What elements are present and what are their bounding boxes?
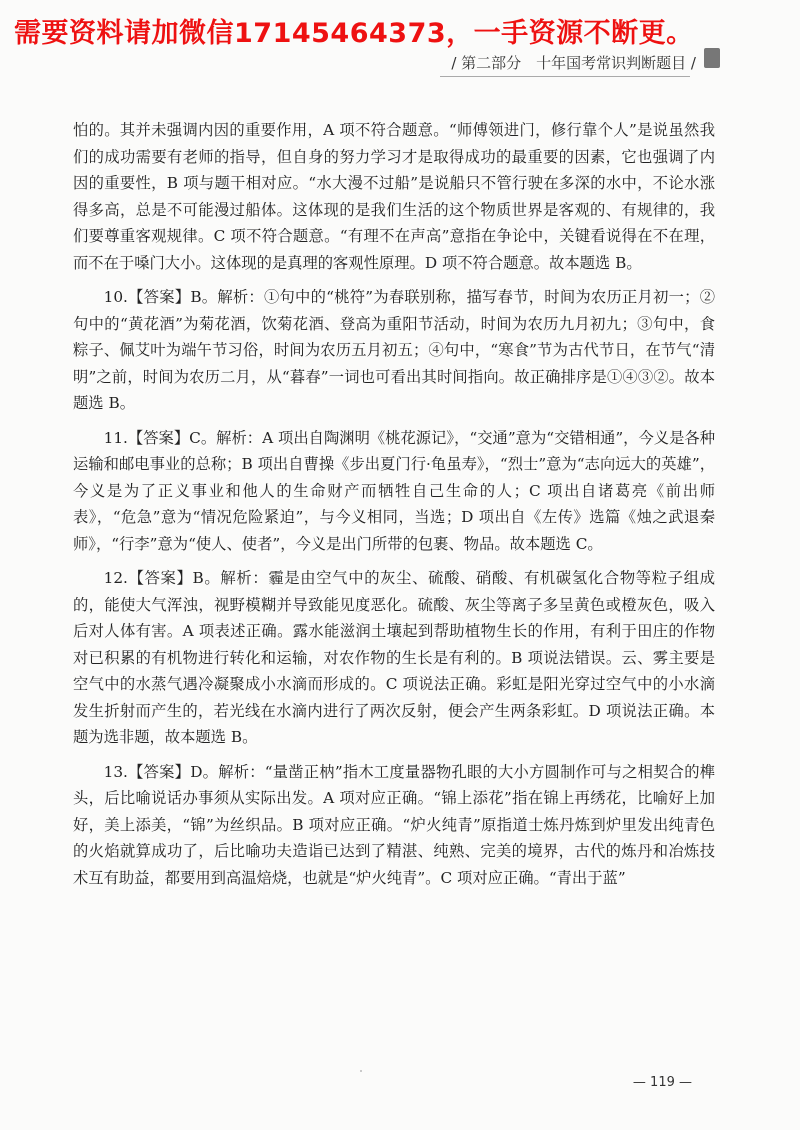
answer-13: 13.【答案】D。解析：“量凿正枘”指木工度量器物孔眼的大小方圆制作可与之相契合的榫头，后比喻说话办事须从实际出发。A 项对应正确。“锦上添花”指在锦上再绣花，比喻好上加好，美上添美，“锦”为丝织品。B 项对应正确。“炉火纯青”原指道士炼丹炼到炉里发出纯青色的火焰就算成功了，后比喻功夫造诣已达到了精湛、纯熟、完美的境界，古代的炼丹和冶炼技术互有助益，都要用到高温焙烧，也就是“炉火纯青”。C 项对应正确。“青出于蓝” [73, 762, 715, 887]
answer-11: 11.【答案】C。解析：A 项出自陶渊明《桃花源记》，“交通”意为“交错相通”，今义是各种运输和邮电事业的总称；B 项出自曹操《步出夏门行·龟虽寿》，“烈士”意为“志向远大的英雄”，今义是为了正义事业和他人的生命财产而牺牲自己生命的人；C 项出自诸葛亮《前出师表》，“危急”意为“情况危险紧迫”，与今义相同，当选；D 项出自《左传》选篇《烛之武退秦师》，“行李”意为“使人、使者”，今义是出门所带的包裹、物品。故本题选 C。 [73, 428, 715, 553]
header-section-title: / 第二部分 十年国考常识判断题目 / [451, 54, 696, 72]
running-header [451, 52, 696, 73]
paragraph-continuation: 怕的。其并未强调内因的重要作用，A 项不符合题意。“师傅领进门，修行靠个人”是说虽然我们的成功需要有老师的指导，但自身的努力学习才是取得成功的最重要的因素，它也强调了内因的重要性，B 项与题干相对应。“水大漫不过船”是说船只不管行驶在多深的水中，不论水涨得多高，总是不可能漫过船体。这体现的是我们生活的这个物质世界是客观的、有规律的，我们要尊重客观规律。C 项不符合题意。“有理不在声高”意指在争论中，关键看说得在不在理，而不在于嗓门大小。这体现的是真理的客观性原理。D 项不符合题意。故本题选 B。 [73, 121, 715, 272]
answer-12: 12.【答案】B。解析：霾是由空气中的灰尘、硫酸、硝酸、有机碳氢化合物等粒子组成的，能使大气浑浊，视野模糊并导致能见度恶化。硫酸、灰尘等离子多呈黄色或橙灰色，吸入后对人体有害。A 项表述正确。露水能滋润土壤起到帮助植物生长的作用，有利于田庄的作物对已积累的有机物进行转化和运输，对农作物的生长是有利的。B 项说法错误。云、雾主要是空气中的水蒸气遇冷凝聚成小水滴而形成的。C 项说法正确。彩虹是阳光穿过空气中的小水滴发生折射而产生的，若光线在水滴内进行了两次反射，便会产生两条彩虹。D 项说法正确。本题为选非题，故本题选 B。 [73, 569, 715, 746]
corner-mark-icon [704, 48, 720, 68]
watermark-text: 需要资料请加微信17145464373，一手资源不断更。 [14, 18, 694, 49]
page-number: — 119 — [632, 1075, 692, 1090]
answer-10: 10.【答案】B。解析：①句中的“桃符”为春联别称，描写春节，时间为农历正月初一；②句中的“黄花酒”为菊花酒，饮菊花酒、登高为重阳节活动，时间为农历九月初九；③句中，食粽子、佩艾叶为端午节习俗，时间为农历五月初五；④句中，“寒食”节为古代节日，在节气“清明”之前，时间为农历二月，从“暮春”一词也可看出其时间指向。故正确排序是①④③②。故本题选 B。 [73, 288, 715, 412]
header-rule [440, 76, 690, 77]
scan-speck [360, 1070, 362, 1072]
page-body [73, 117, 715, 899]
